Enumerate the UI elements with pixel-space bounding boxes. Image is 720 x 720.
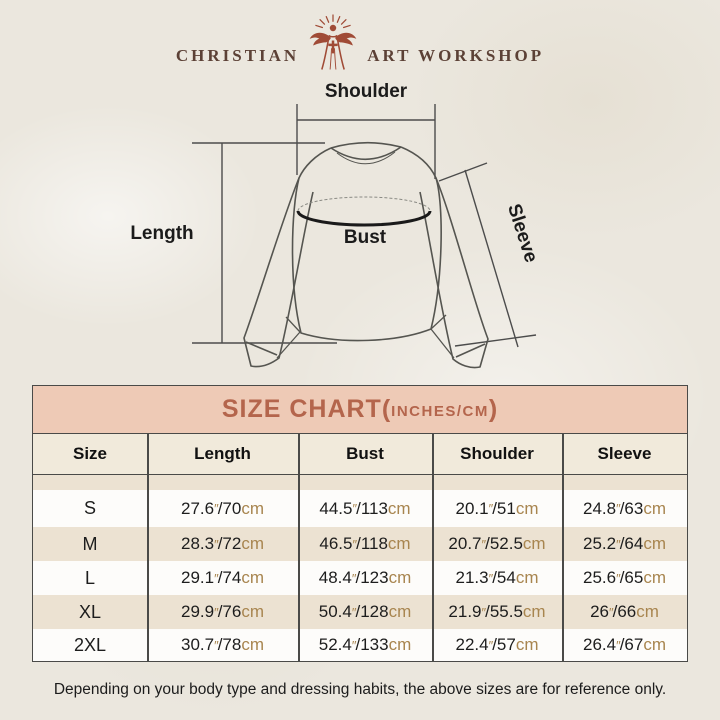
- size-value: M: [82, 533, 98, 554]
- shoulder-measurement: 21.9 ″ /55.5 cm: [448, 602, 546, 621]
- size-chart-table: [32, 385, 688, 662]
- size-value: XL: [78, 601, 102, 622]
- brand-name-right: ART WORKSHOP: [367, 46, 545, 65]
- column-divider: [298, 434, 300, 661]
- table-row-M: [33, 527, 687, 561]
- bust-measurement: 44.5 ″ /113 cm: [319, 498, 411, 518]
- table-row-XL: [33, 595, 687, 629]
- shoulder-label: Shoulder: [324, 81, 408, 102]
- length-label: Length: [130, 223, 194, 244]
- size-value: L: [84, 567, 95, 588]
- sleeve-measurement: 25.2 ″ /64 cm: [582, 534, 666, 553]
- column-header-bust: Bust: [346, 444, 384, 463]
- reference-note: Depending on your body type and dressing habits, the above sizes are for reference only.: [53, 681, 667, 698]
- column-divider: [432, 434, 434, 661]
- sleeve-measurement: 25.6 ″ /65 cm: [582, 568, 666, 587]
- bust-ellipse: [298, 197, 430, 225]
- column-header-length: Length: [194, 444, 251, 463]
- length-measurement: 28.3 ″ /72 cm: [180, 534, 264, 553]
- length-measurement: 29.1 ″ /74 cm: [180, 568, 264, 587]
- column-header-size: Size: [72, 444, 108, 463]
- row-stripe: [33, 475, 687, 490]
- sleeve-measurement: 24.8 ″ /63 cm: [582, 498, 666, 518]
- brand-name-left: CHRISTIAN: [175, 46, 300, 65]
- table-row-L: [33, 561, 687, 595]
- sweater-measurement-diagram: [0, 75, 720, 387]
- shoulder-measurement: 20.1 ″ /51 cm: [455, 498, 539, 518]
- column-divider: [147, 434, 149, 661]
- sleeve-label: Sleeve: [502, 201, 542, 266]
- bust-measurement: 46.5 ″ /118 cm: [319, 534, 411, 553]
- column-divider: [562, 434, 564, 661]
- length-measurement: 29.9 ″ /76 cm: [180, 602, 264, 621]
- table-row-S: [33, 490, 687, 527]
- bust-measurement: 52.4 ″ /133 cm: [318, 635, 412, 654]
- bust-measurement: 48.4 ″ /123 cm: [318, 568, 412, 587]
- brand-logo: [0, 12, 720, 70]
- size-value: 2XL: [73, 634, 107, 655]
- table-row-2XL: [33, 629, 687, 661]
- size-chart-title: SIZE CHART(: [221, 395, 392, 423]
- size-chart-title-close: ): [488, 395, 499, 423]
- length-measurement: 27.6 ″ /70 cm: [180, 498, 264, 518]
- length-measurement: 30.7 ″ /78 cm: [180, 635, 264, 654]
- shoulder-measurement: 20.7 ″ /52.5 cm: [448, 534, 546, 553]
- sleeve-measurement: 26.4 ″ /67 cm: [582, 635, 666, 654]
- shoulder-measurement: 22.4 ″ /57 cm: [455, 635, 539, 654]
- shoulder-measurement: 21.3 ″ /54 cm: [455, 568, 539, 587]
- size-value: S: [83, 498, 96, 518]
- bust-measurement: 50.4 ″ /128 cm: [318, 602, 412, 621]
- column-header-shoulder: Shoulder: [460, 444, 534, 463]
- column-header-sleeve: Sleeve: [597, 444, 652, 463]
- size-table-body: [33, 490, 687, 661]
- size-chart-title-band: [33, 386, 687, 434]
- sleeve-measurement: 26 ″ /66 cm: [590, 602, 659, 621]
- table-header-row: [33, 434, 687, 475]
- size-chart-title-unit: INCHES/CM: [391, 402, 489, 420]
- bust-label: Bust: [343, 227, 387, 248]
- jesus-radiant-cross-icon: [308, 14, 358, 70]
